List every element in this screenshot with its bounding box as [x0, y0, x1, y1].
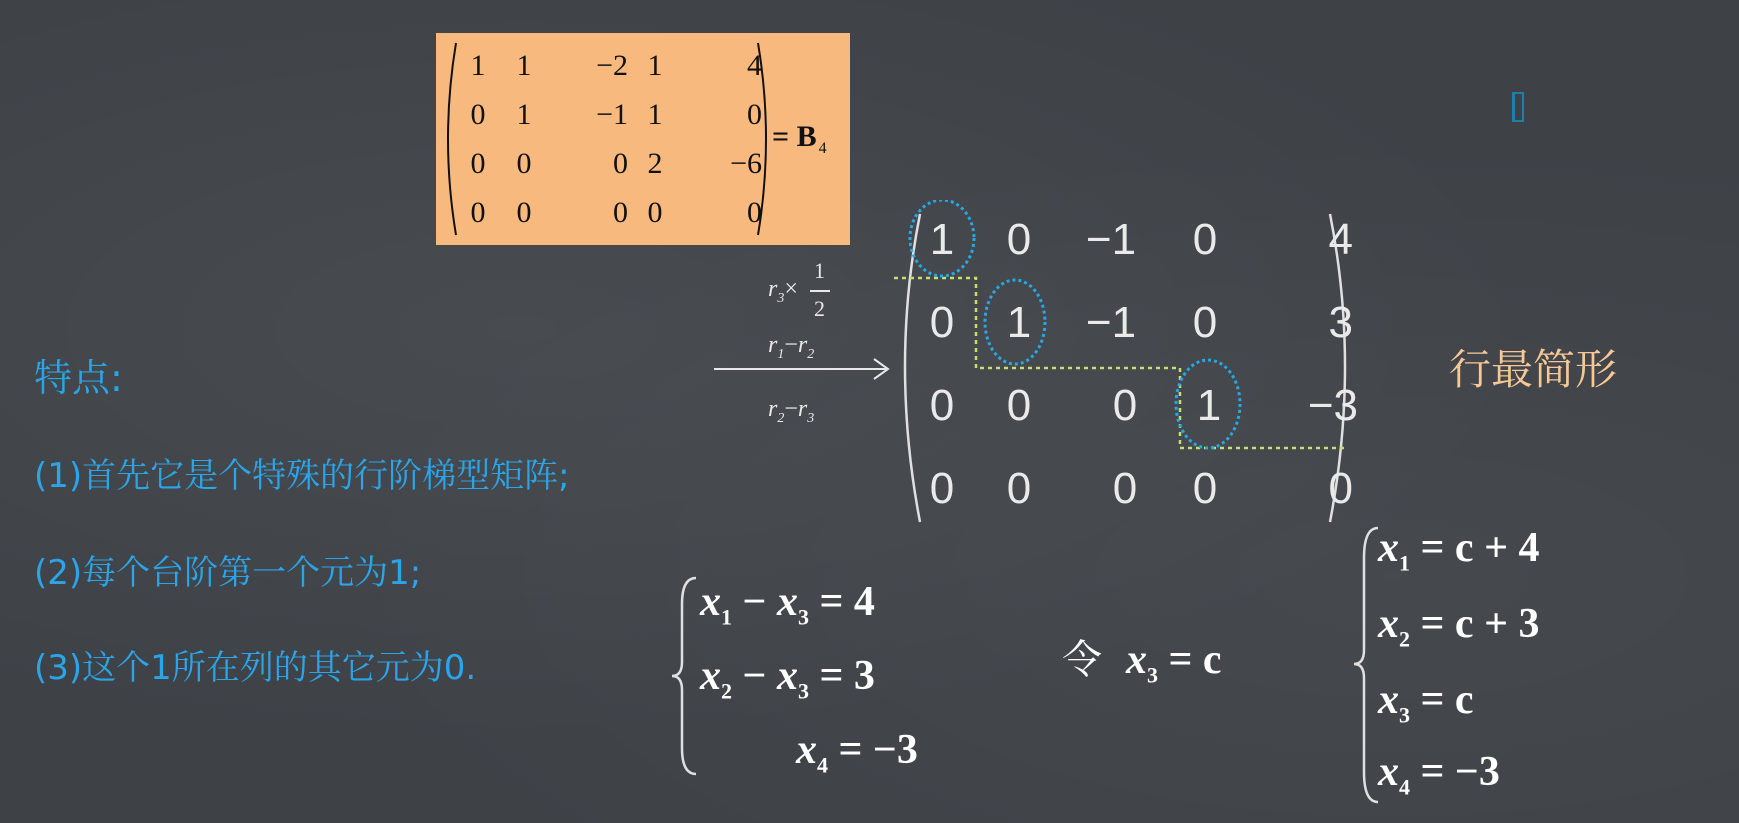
row-op-frac-den: 2 [814, 296, 825, 321]
system1-eq1: $x_1 - x_3 = 4$ [700, 579, 875, 630]
rref-cell: −1 [1085, 215, 1137, 264]
system1-eq2: $x_2 - x_3 = 3$ [700, 653, 875, 704]
b4-cell: 1 [516, 49, 532, 82]
b4-cell: 0 [747, 196, 762, 229]
rref-cell: 0 [929, 298, 955, 347]
matrix-b4-entries [458, 41, 762, 237]
rref-cell: 0 [929, 381, 955, 430]
b4-cell: 0 [470, 147, 486, 180]
rref-cell: 0 [1328, 464, 1353, 513]
rref-cell: 4 [1328, 215, 1353, 264]
b4-cell: 0 [470, 98, 486, 131]
b4-cell: −2 [596, 49, 628, 82]
features-title: 特点: [34, 356, 123, 400]
rref-cell: 0 [1112, 464, 1138, 513]
b4-cell: 0 [647, 196, 663, 229]
row-op-subtract-2: $r_2-r_3$ [768, 396, 815, 426]
system2-eq3: $x_3 = c$ [1378, 677, 1474, 728]
rref-cell: 0 [1006, 381, 1032, 430]
cursor-marker-icon [1512, 92, 1524, 122]
b4-cell: 4 [747, 49, 762, 82]
feature-item-1: (1)首先它是个特殊的行阶梯型矩阵; [34, 456, 570, 496]
system2-eq1: $x_1 = c + 4$ [1378, 525, 1540, 576]
system1-eq3: $x_4 = -3$ [796, 727, 918, 778]
row-op-frac-bar [810, 290, 830, 292]
rref-cell: 1 [1196, 381, 1222, 430]
b4-cell: 1 [647, 98, 663, 131]
rref-cell: 0 [1112, 381, 1138, 430]
b4-cell: −6 [730, 147, 762, 180]
rref-label: 行最简形 [1449, 345, 1618, 394]
system2-eq2: $x_2 = c + 3$ [1378, 601, 1540, 652]
transform-arrow-icon [712, 354, 892, 384]
rref-cell: 0 [1006, 464, 1032, 513]
rref-cell: −3 [1307, 381, 1358, 430]
feature-item-2: (2)每个台阶第一个元为1; [34, 553, 422, 593]
matrix-b4-box [436, 33, 850, 245]
b4-cell: 1 [470, 49, 486, 82]
b4-cell: 1 [647, 49, 663, 82]
rref-cell: 0 [1192, 298, 1218, 347]
rref-cell: 1 [929, 215, 955, 264]
b4-cell: −1 [596, 98, 628, 131]
b4-cell: 0 [747, 98, 762, 131]
row-op-scale: $r_3\times$ [768, 276, 798, 306]
b4-cell: 0 [516, 196, 532, 229]
rref-cell: 0 [1192, 464, 1218, 513]
let-statement: 令 $x_3 = c$ [1062, 637, 1222, 688]
rref-cell: 1 [1006, 298, 1032, 347]
rref-cell: 0 [929, 464, 955, 513]
system2-eq4: $x_4 = -3$ [1378, 749, 1500, 800]
b4-cell: 1 [516, 98, 532, 131]
rref-cell: −1 [1085, 298, 1137, 347]
row-op-subtract-1: $r_1-r_2$ [768, 332, 815, 362]
rref-cell: 0 [1006, 215, 1032, 264]
equals-b4-label: = B $_4$ [772, 120, 827, 157]
rref-cell: 0 [1192, 215, 1218, 264]
feature-item-3: (3)这个1所在列的其它元为0. [34, 648, 477, 688]
b4-cell: 2 [647, 147, 663, 180]
b4-cell: 0 [613, 147, 628, 180]
row-op-frac-num: 1 [814, 258, 825, 283]
b4-cell: 0 [470, 196, 486, 229]
b4-cell: 0 [613, 196, 628, 229]
b4-cell: 0 [516, 147, 532, 180]
system1-brace-icon [668, 574, 702, 779]
rref-cell: 3 [1328, 298, 1353, 347]
